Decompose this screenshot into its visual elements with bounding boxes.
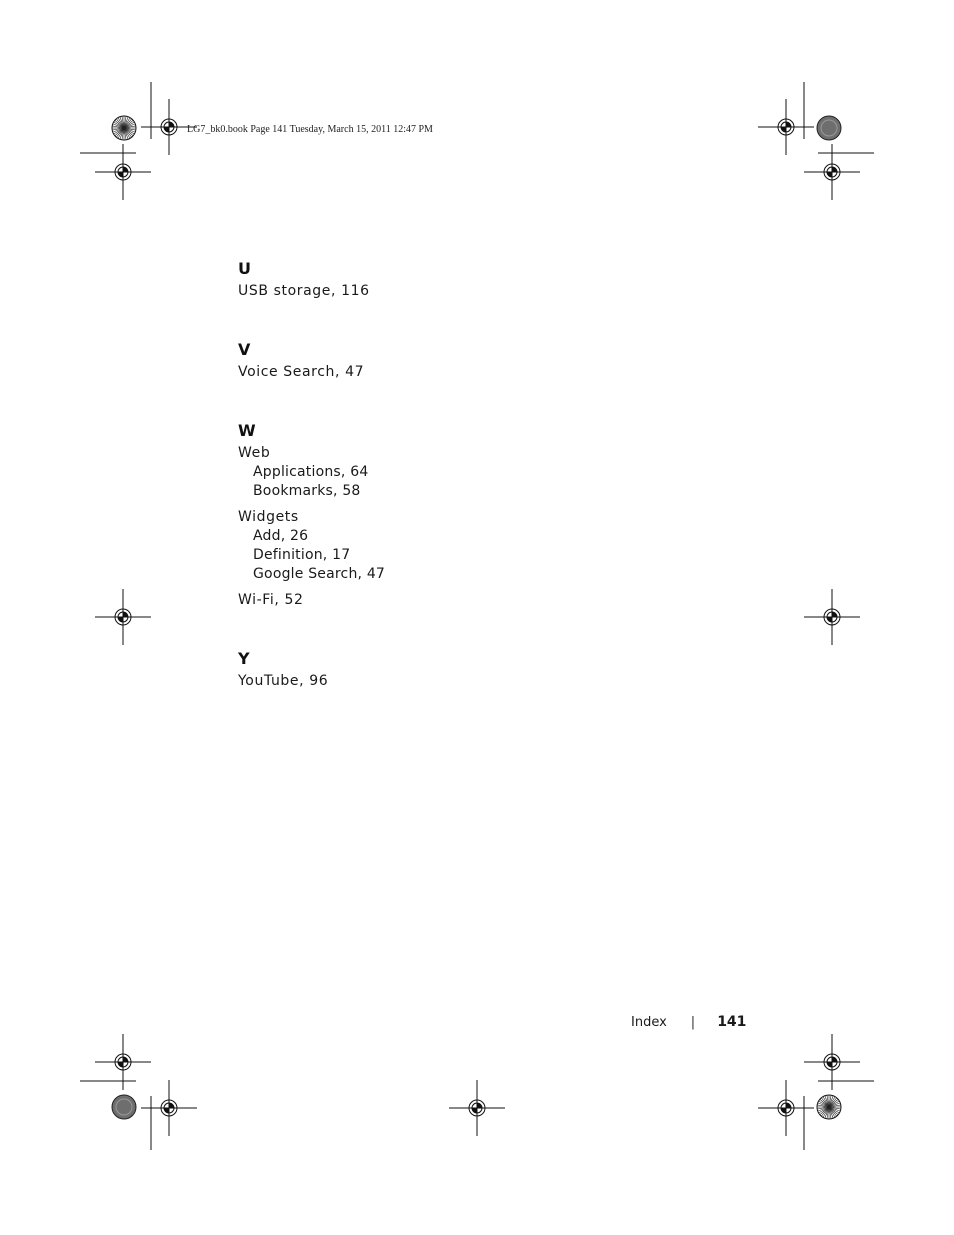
section-letter: U <box>238 259 251 278</box>
index-entry: YouTube, 96 <box>238 673 329 689</box>
index-subentry: Applications, 64 <box>253 464 369 480</box>
index-section-v <box>238 337 658 382</box>
index-subentry: Google Search, 47 <box>253 566 386 582</box>
page-footer <box>631 1014 746 1030</box>
footer-label: Index <box>631 1015 667 1030</box>
index-entry: Wi-Fi, 52 <box>238 592 304 608</box>
index-entry: Web <box>238 445 271 461</box>
index-entry: USB storage, 116 <box>238 283 370 299</box>
page-number: 141 <box>717 1014 747 1030</box>
index-list <box>238 256 658 727</box>
section-letter: V <box>238 340 251 359</box>
index-entry: Widgets <box>238 509 299 525</box>
section-letter: Y <box>238 649 250 668</box>
index-entry: Voice Search, 47 <box>238 364 365 380</box>
index-subentry: Add, 26 <box>253 528 309 544</box>
footer-separator: | <box>690 1015 696 1030</box>
index-section-w <box>238 418 658 610</box>
section-letter: W <box>238 421 256 440</box>
index-subentry: Bookmarks, 58 <box>253 483 361 499</box>
index-section-y <box>238 646 658 691</box>
index-subentry: Definition, 17 <box>253 547 351 563</box>
index-section-u <box>238 256 658 301</box>
print-slug-line: LG7_bk0.book Page 141 Tuesday, March 15, 2011 12:47 PM <box>187 124 433 135</box>
